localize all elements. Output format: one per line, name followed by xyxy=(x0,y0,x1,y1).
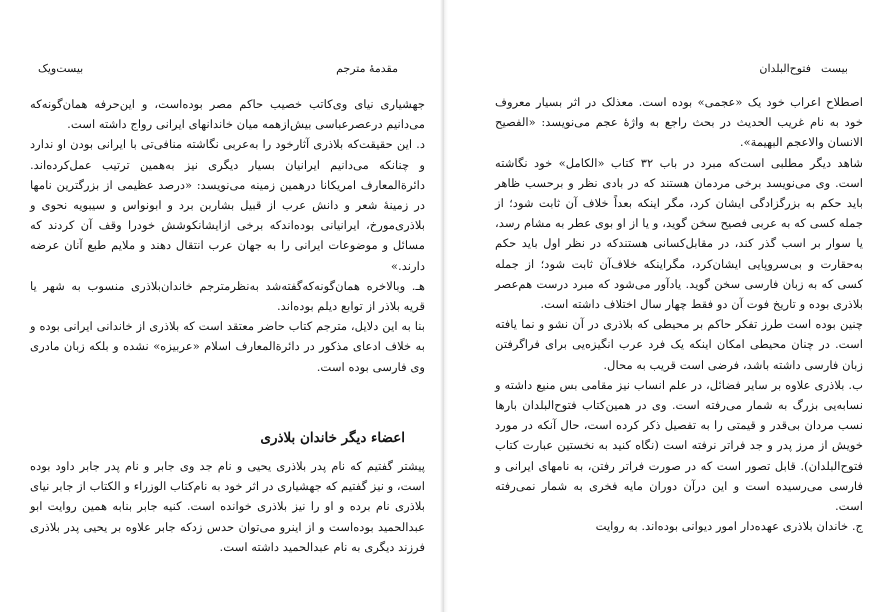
paragraph: جهشیاری نیای وی‌کاتب خصیب حاکم مصر بوده‌است، و این‌حرفه همان‌گونه‌که می‌دانیم درعصرعباسی بیش‌ازهمه میان خاندانهای ایرانی رواج داشته است. xyxy=(30,97,425,132)
right-page-number: بیست xyxy=(821,62,848,75)
right-text-block xyxy=(495,92,863,536)
paragraph: هـ. وبالاخره همان‌گونه‌که‌گفته‌شد به‌نظرمترجم خاندان‌بلاذری منسوب به شهر یا قریه بلاذر از توابع دیلم بوده‌اند. xyxy=(30,278,425,314)
paragraph: ب. بلاذری علاوه بر سایر فضائل، در علم انساب نیز مقامی بس منیع داشته و نسابه‌یی بزرگ به شمار می‌رفته است. وی در همین‌کتاب فتوح‌البلدان بارها نسب مردان بی‌قدر و قیمتی را به تفصیل ذکر کرده است، حال آنکه در مورد خویش از مرز پدر و جد فراتر نرفته است (نگاه کنید به نخستین عبارت کتاب فتوح‌البلدان). قابل تصور است که در صورت فراتر رفتن، به نامهای ایرانی و فارسی می‌رسیده است و این درآن دوران مایه فخری به شمار نمی‌رفته است. xyxy=(495,377,863,514)
right-page xyxy=(445,0,890,612)
paragraph: ج. خاندان بلاذری عهده‌دار امور دیوانی بوده‌اند. به روایت xyxy=(595,519,863,534)
paragraph: د. این حقیقت‌که بلاذری آثارخود را به‌عربی نگاشته منافی‌تی با ایرانی بودن او ندارد و چنانکه می‌دانیم ایرانیان بسیار دیگری نیز به‌همین ترتیب عمل‌کرده‌اند. دائرةالمعارف امریکانا درهمین زمینه می‌نویسد: «درصد عظیمی از بزرگترین نامها در زمینهٔ شعر و دانش عرب از قبیل بشاربن برد و ابونواس و سیبویه نحوی و بلاذری‌مورخ، ایرانیانی بوده‌اندکه برخی ازایشانکوشش خودرا وقف آن کردند که مسائل و موضوعات ایرانی را به جهان عرب انتقال دهند و ملایم طبع آنان عرضه دارند.» xyxy=(30,137,425,273)
left-section-text xyxy=(30,456,425,557)
paragraph: بنا به این دلایل، مترجم کتاب حاضر معتقد است که بلاذری از خاندانی ایرانی بوده و به خلاف ادعای مذکور در دائرةالمعارف اسلام «عربیزه» نشده و بلکه زبان مادری وی فارسی بوده است. xyxy=(30,319,425,374)
left-header-title: مقدمهٔ مترجم xyxy=(336,62,398,75)
left-text-block xyxy=(30,94,425,377)
left-page-number: بیست‌ویک xyxy=(38,62,84,75)
left-running-head xyxy=(38,62,398,75)
right-running-head xyxy=(759,62,848,75)
section-heading: اعضاء دیگر خاندان بلاذری xyxy=(260,430,405,446)
right-header-title: فتوح‌البلدان xyxy=(759,62,811,75)
paragraph: شاهد دیگر مطلبی است‌که مبرد در باب ۳۲ کتاب «الکامل» خود نگاشته است. وی می‌نویسد برخی مردمان هستند که در بادی نظر و برحسب ظاهر باید حکم به بزرگزادگی ایشان کرد، مگر اینکه بعداً خلاف آن ثابت شود؛ از جمله کسی که به عربی فصیح سخن گوید، و یا از او بوی عطر به مشام رسد، یا سوار بر اسب گذر کند، در مقابل‌کسانی هستندکه در نظر اول باید حکم به‌حقارت و بی‌سروپایی ایشان‌کرد، مگراینکه خلاف‌آن ثابت شود؛ از جمله کسی که به زبان فارسی سخن گوید. یادآور می‌شود که مبرد درست هم‌عصر بلاذری بوده و تاریخ فوت آن دو فقط چهار سال اختلاف داشته است. xyxy=(495,155,863,312)
paragraph: چنین بوده است طرز تفکر حاکم بر محیطی که بلاذری در آن نشو و نما یافته است. در چنان محیطی امکان اینکه یک فرد عرب انگیزه‌یی برای فراگرفتن زبان فارسی داشته باشد، فرضی است قریب به محال. xyxy=(495,317,863,372)
paragraph: پیشتر گفتیم که نام پدر بلاذری یحیی و نام جد وی جابر و نام پدر جابر داود بوده است، و نیز گفتیم که جهشیاری در اثر خود به نام‌کتاب الوزراء و الکتاب از جابر نیای بلاذری نام برده و او را نیز بلاذری خوانده است. کنیه جابر بنابه همین روایت ابو عبدالحمید بوده‌است و از اینرو می‌توان حدس زدکه جابر علاوه بر یحیی پدر بلاذری فرزند دیگری به نام عبدالحمید داشته است. xyxy=(30,459,425,554)
paragraph: اصطلاح اعراب خود یک «عجمی» بوده است. معذلک در اثر بسیار معروف خود به نام غریب الحدیث در بحث راجع به واژهٔ عجم می‌نویسد: «الفصیح الانسان والاعجم البهیمة». xyxy=(495,95,863,150)
